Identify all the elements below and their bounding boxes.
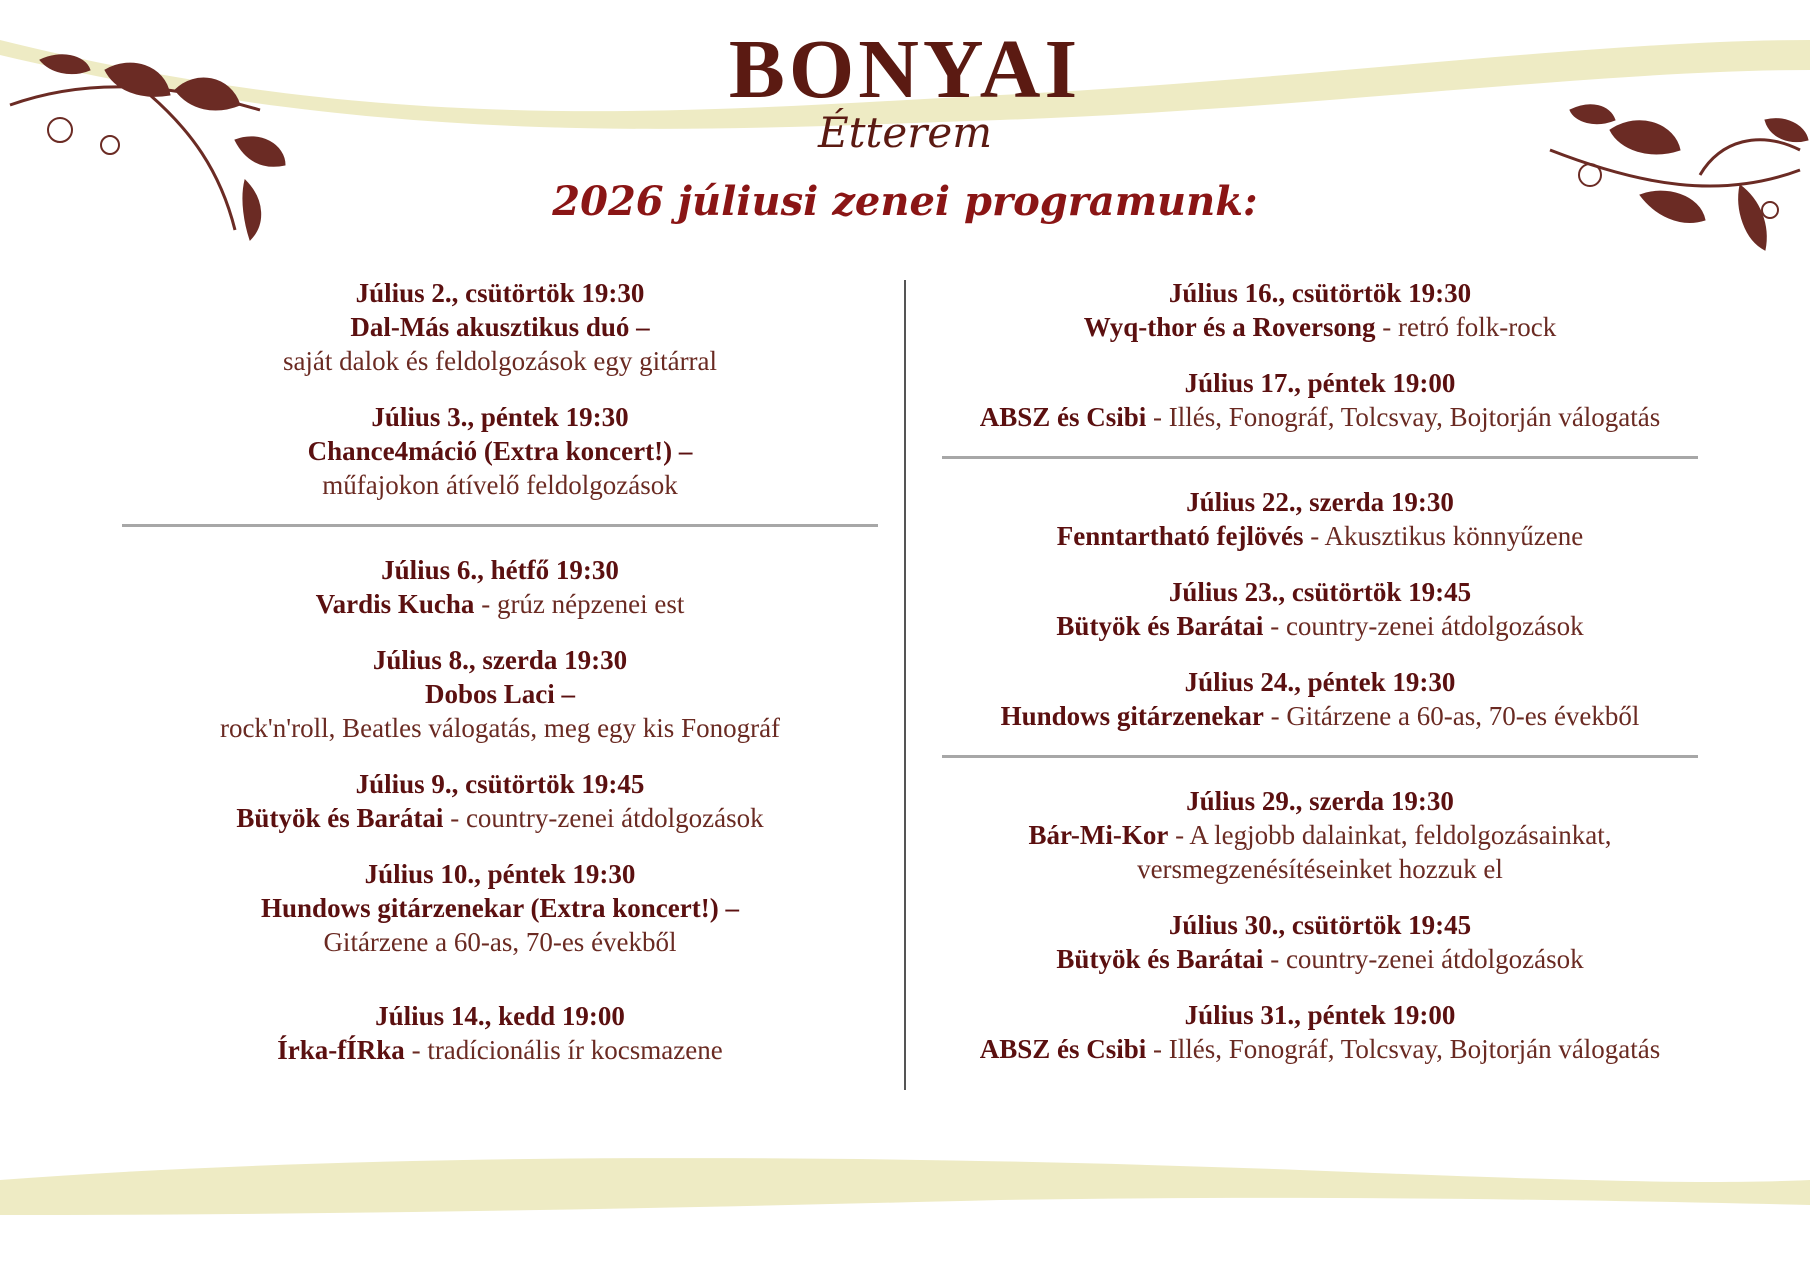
- event-performer: ABSZ és Csibi: [979, 1034, 1147, 1064]
- event-date: Július 23., csütörtök 19:45: [1168, 577, 1472, 607]
- event-date: Július 22., szerda 19:30: [1186, 487, 1454, 517]
- event-separator: -: [1146, 402, 1169, 432]
- brand-subtitle: Étterem: [817, 108, 993, 157]
- event-line: [120, 677, 880, 711]
- event-performer: ABSZ és Csibi: [979, 402, 1147, 432]
- event-entry: [120, 276, 880, 378]
- event-entry: [120, 553, 880, 621]
- brand-logo: BONYAI: [728, 23, 1082, 116]
- event-line: [940, 519, 1700, 553]
- event-line: [940, 1032, 1700, 1066]
- event-performer: Fenntartható fejlövés: [1056, 521, 1304, 551]
- event-entry: [120, 400, 880, 502]
- event-dash: –: [554, 679, 576, 709]
- event-description: grúz népzenei est: [496, 589, 685, 619]
- event-date: Július 6., hétfő 19:30: [381, 555, 619, 585]
- event-separator: -: [443, 803, 466, 833]
- event-separator: -: [1168, 820, 1190, 850]
- event-performer: Bütyök és Barátai: [1056, 944, 1264, 974]
- event-entry: [120, 999, 880, 1067]
- event-line: [120, 587, 880, 621]
- event-date: Július 2., csütörtök 19:30: [355, 278, 645, 308]
- event-description: Gitárzene a 60-as, 70-es évekből: [1286, 701, 1640, 731]
- event-entry: [120, 767, 880, 835]
- event-line: [120, 434, 880, 468]
- event-line: [120, 1033, 880, 1067]
- event-date: Július 3., péntek 19:30: [371, 402, 629, 432]
- event-performer: Bütyök és Barátai: [1056, 611, 1264, 641]
- event-entry: [940, 908, 1700, 976]
- event-entry: [120, 643, 880, 745]
- event-description: Gitárzene a 60-as, 70-es évekből: [323, 927, 677, 957]
- event-line: [940, 609, 1700, 643]
- event-line: [940, 818, 1700, 852]
- event-date: Július 24., péntek 19:30: [1184, 667, 1456, 697]
- event-entry: [120, 857, 880, 959]
- event-description: rock'n'roll, Beatles válogatás, meg egy kis Fonográf: [219, 713, 781, 743]
- event-separator: -: [1263, 611, 1286, 641]
- event-description: Illés, Fonográf, Tolcsvay, Bojtorján válogatás: [1168, 402, 1661, 432]
- event-date: Július 9., csütörtök 19:45: [355, 769, 645, 799]
- event-description: retró folk-rock: [1398, 312, 1557, 342]
- event-description: saját dalok és feldolgozások egy gitárral: [282, 346, 718, 376]
- event-date: Július 30., csütörtök 19:45: [1168, 910, 1472, 940]
- event-line: [940, 310, 1700, 344]
- event-entry: [940, 366, 1700, 434]
- event-description: country-zenei átdolgozások: [1285, 611, 1584, 641]
- event-performer: Hundows gitárzenekar: [1000, 701, 1264, 731]
- event-separator: -: [1146, 1034, 1169, 1064]
- event-description: Akusztikus könnyűzene: [1324, 521, 1584, 551]
- event-performer: Bár-Mi-Kor: [1028, 820, 1169, 850]
- event-date: Július 10., péntek 19:30: [364, 859, 636, 889]
- event-performer: Dal-Más akusztikus duó: [350, 312, 630, 342]
- bottom-wave: [0, 1158, 1810, 1215]
- event-performer: Bütyök és Barátai: [236, 803, 444, 833]
- event-separator: -: [404, 1035, 428, 1065]
- event-date: Július 8., szerda 19:30: [372, 645, 628, 675]
- event-separator: -: [1263, 701, 1287, 731]
- event-performer: Írka-fÍRka: [277, 1035, 405, 1065]
- section-divider: [122, 524, 878, 527]
- page-title: 2026 júliusi zenei programunk:: [552, 178, 1258, 225]
- event-date: Július 14., kedd 19:00: [375, 1001, 625, 1031]
- event-line: [940, 400, 1700, 434]
- event-description: műfajokon átívelő feldolgozások: [322, 470, 678, 500]
- event-performer: Chance4máció (Extra koncert!): [307, 436, 673, 466]
- event-performer: Vardis Kucha: [315, 589, 475, 619]
- event-entry: [940, 485, 1700, 553]
- event-entry: [940, 665, 1700, 733]
- column-divider: [904, 280, 906, 1090]
- event-date: Július 17., péntek 19:00: [1184, 368, 1456, 398]
- event-description: country-zenei átdolgozások: [1285, 944, 1584, 974]
- event-date: Július 29., szerda 19:30: [1186, 786, 1454, 816]
- event-entry: [940, 998, 1700, 1066]
- section-divider: [942, 755, 1698, 758]
- event-line: [940, 699, 1700, 733]
- event-dash: –: [718, 893, 739, 923]
- event-description: Illés, Fonográf, Tolcsvay, Bojtorján válogatás: [1168, 1034, 1661, 1064]
- event-separator: -: [474, 589, 497, 619]
- event-separator: -: [1303, 521, 1325, 551]
- event-separator: -: [1263, 944, 1286, 974]
- events-right-column: [940, 276, 1700, 1088]
- event-description: A legjobb dalainkat, feldolgozásainkat,: [1189, 820, 1612, 850]
- event-description-cont: versmegzenésítéseinket hozzuk el: [1137, 854, 1503, 884]
- event-performer: Wyq-thor és a Roversong: [1083, 312, 1376, 342]
- event-entry: [940, 276, 1700, 344]
- event-dash: –: [629, 312, 650, 342]
- event-line: [120, 801, 880, 835]
- event-date: Július 31., péntek 19:00: [1184, 1000, 1456, 1030]
- event-date: Július 16., csütörtök 19:30: [1168, 278, 1472, 308]
- event-entry: [940, 784, 1700, 886]
- event-separator: -: [1375, 312, 1399, 342]
- event-performer: Dobos Laci: [424, 679, 555, 709]
- event-performer: Hundows gitárzenekar (Extra koncert!): [261, 893, 719, 923]
- event-entry: [940, 575, 1700, 643]
- event-description: tradícionális ír kocsmazene: [427, 1035, 723, 1065]
- event-line: [120, 891, 880, 925]
- event-description: country-zenei átdolgozások: [465, 803, 764, 833]
- event-line: [120, 310, 880, 344]
- events-left-column: [120, 276, 880, 1089]
- section-divider: [942, 456, 1698, 459]
- event-dash: –: [672, 436, 693, 466]
- event-line: [940, 942, 1700, 976]
